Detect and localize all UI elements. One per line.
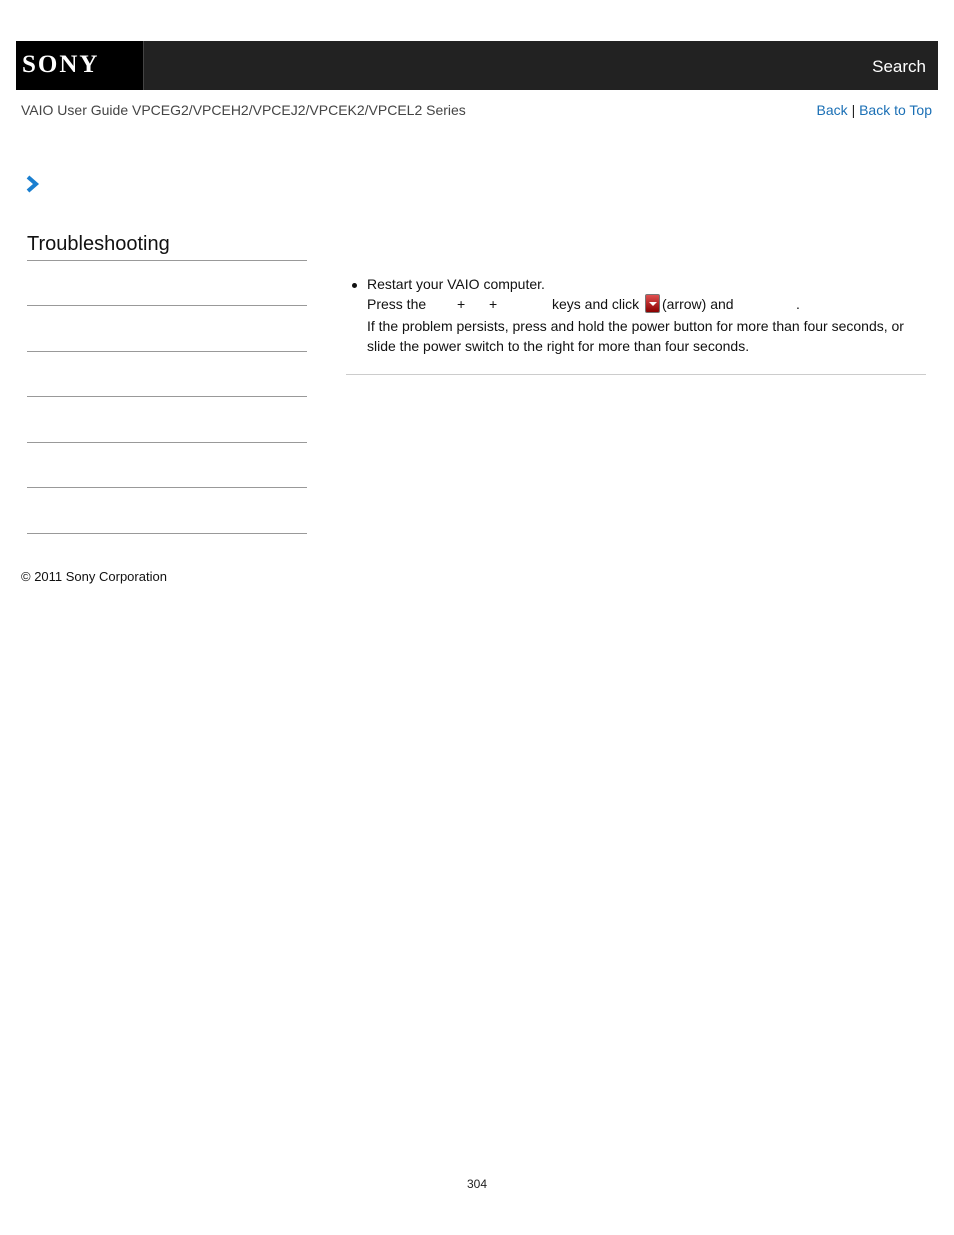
sidebar-divider	[27, 533, 307, 534]
content-divider	[346, 374, 926, 375]
sidebar-title: Troubleshooting	[27, 233, 170, 255]
chevron-right-icon[interactable]	[25, 175, 41, 193]
plus-sign: +	[489, 296, 498, 312]
press-prefix: Press the	[367, 296, 427, 312]
sony-logo[interactable]	[16, 41, 144, 90]
bullet-text: Restart your VAIO computer.	[367, 276, 545, 292]
sidebar-divider	[27, 487, 307, 488]
arrow-and-text: (arrow) and	[662, 296, 734, 312]
logo-text: SONY	[22, 51, 100, 78]
keys-click-text: keys and click	[552, 296, 640, 312]
back-to-top-link[interactable]: Back to Top	[859, 102, 932, 118]
top-bar	[16, 41, 938, 90]
nav-separator: |	[851, 102, 856, 118]
period: .	[796, 296, 800, 312]
copyright: © 2011 Sony Corporation	[21, 569, 167, 584]
press-line	[367, 294, 827, 314]
persist-line-1: If the problem persists, press and hold the power button for more than four seconds, or	[367, 318, 904, 334]
sidebar-divider	[27, 260, 307, 261]
sidebar-divider	[27, 351, 307, 352]
back-link[interactable]: Back	[816, 102, 848, 118]
persist-line-2: slide the power switch to the right for more than four seconds.	[367, 338, 750, 354]
sidebar-divider	[27, 396, 307, 397]
guide-title: VAIO User Guide VPCEG2/VPCEH2/VPCEJ2/VPCEK2/VPCEL2 Series	[21, 102, 466, 118]
sidebar-divider	[27, 305, 307, 306]
nav-links	[817, 102, 932, 118]
plus-sign: +	[457, 296, 466, 312]
sidebar-divider	[27, 442, 307, 443]
page-number: 304	[466, 1177, 488, 1191]
search-link[interactable]: Search	[872, 57, 926, 76]
bullet	[352, 283, 357, 288]
arrow-icon	[645, 294, 660, 313]
